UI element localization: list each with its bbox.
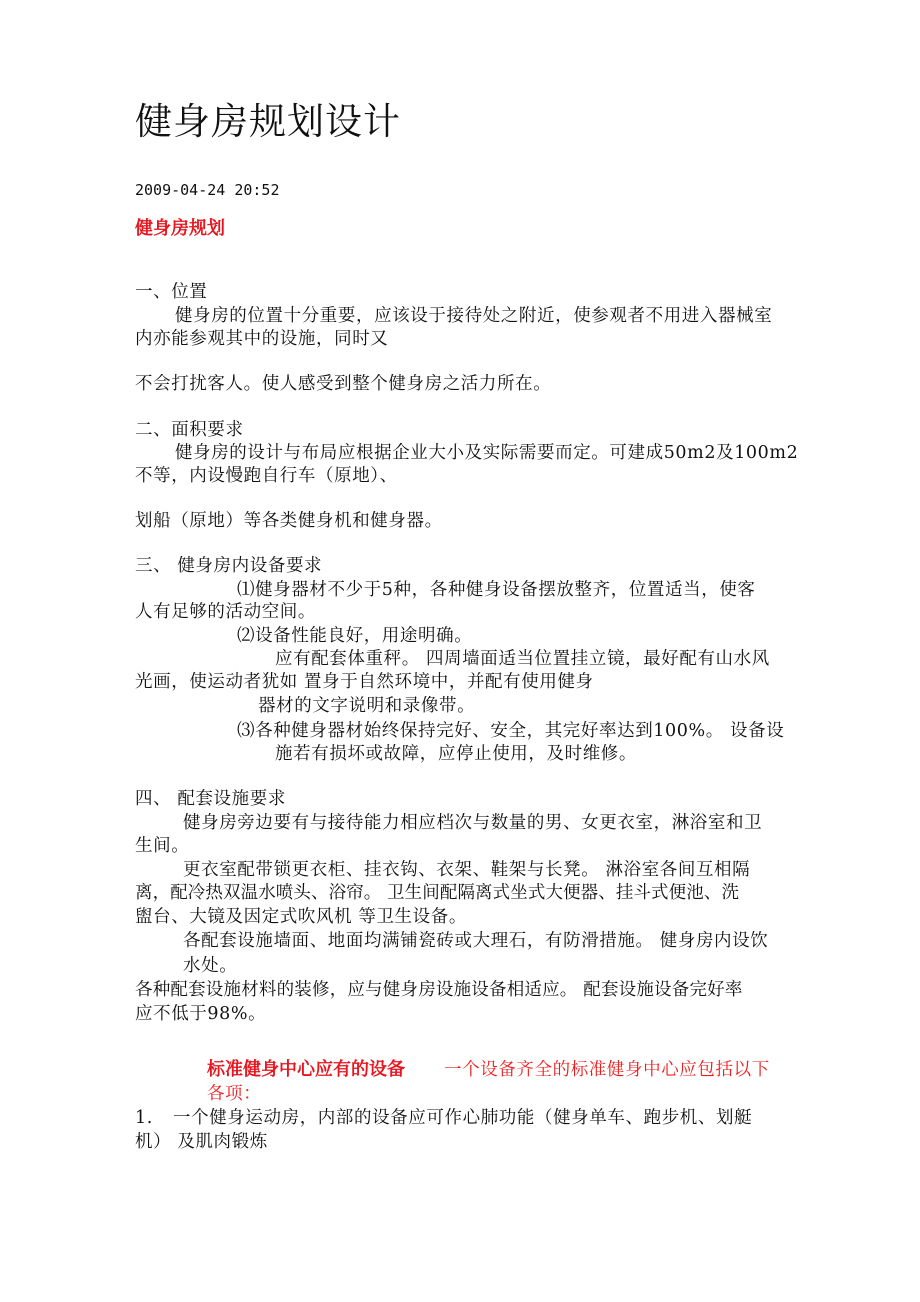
heading-area: 二、面积要求 [135,420,244,440]
paragraph-line: 光画，使运动者犹如 置身于自然环境中，并配有使用健身 [135,672,594,692]
paragraph-line: 不会打扰客人。使人感受到整个健身房之活力所在。 [135,374,552,394]
paragraph-line: ⑵设备性能良好，用途明确。 [237,626,473,646]
paragraph-line: ⑴健身器材不少于5种，各种健身设备摆放整齐，位置适当，使客 [237,580,756,600]
paragraph-line: 各配套设施墙面、地面均满铺瓷砖或大理石，有防滑措施。 健身房内设饮 [183,931,769,951]
list-item: 一个健身运动房，内部的设备应可作心肺功能（健身单车、跑步机、划艇 [173,1108,753,1128]
paragraph-line: 离，配冷热双温水喷头、浴帘。 卫生间配隔离式坐式大便器、挂斗式便池、洗 [135,883,740,903]
paragraph-line: 生间。 [135,836,190,856]
paragraph-line: ⑶各种健身器材始终保持完好、安全，其完好率达到100%。 设备设 [237,721,785,741]
paragraph-line: 器材的文字说明和录像带。 [258,696,476,716]
page-title: 健身房规划设计 [135,100,401,143]
heading-facilities: 四、 配套设施要求 [135,789,286,809]
paragraph-line: 健身房的设计与布局应根据企业大小及实际需要而定。可建成50m2及100m2 [175,443,799,463]
paragraph-line: 盥台、大镜及因定式吹风机 等卫生设备。 [135,907,467,927]
equipment-intro-cont: 各项： [207,1084,262,1104]
equipment-intro: 一个设备齐全的标准健身中心应包括以下 [444,1060,770,1080]
paragraph-line: 更衣室配带锁更衣柜、挂衣钩、衣架、鞋架与长凳。 淋浴室各间互相隔 [183,860,751,880]
section-heading: 健身房规划 [135,218,225,239]
heading-equipment: 三、 健身房内设备要求 [135,556,323,576]
paragraph-line: 划船（原地）等各类健身机和健身器。 [135,511,443,531]
paragraph-line: 应不低于98%。 [135,1004,267,1024]
paragraph-line: 人有足够的活动空间。 [135,602,316,622]
paragraph-line: 健身房旁边要有与接待能力相应档次与数量的男、女更衣室，淋浴室和卫 [183,813,763,833]
heading-location: 一、位置 [135,282,208,302]
paragraph-line: 不等，内设慢跑自行车（原地）、 [135,466,398,486]
paragraph-line: 内亦能参观其中的设施，同时又 [135,329,389,349]
list-item-cont: 机） 及肌肉锻炼 [135,1132,268,1152]
paragraph-line: 各种配套设施材料的装修，应与健身房设施设备相适应。 配套设施设备完好率 [135,980,743,1000]
paragraph-line: 应有配套体重秤。 四周墙面适当位置挂立镜，最好配有山水风 [275,649,770,669]
equipment-heading: 标准健身中心应有的设备 [207,1059,405,1080]
timestamp: 2009-04-24 20:52 [135,181,280,199]
paragraph-line: 水处。 [183,956,238,976]
paragraph-line: 施若有损坏或故障，应停止使用，及时维修。 [275,744,637,764]
list-item-number: 1. [135,1108,153,1128]
paragraph-line: 健身房的位置十分重要，应该设于接待处之附近，使参观者不用进入器械室 [175,306,773,326]
